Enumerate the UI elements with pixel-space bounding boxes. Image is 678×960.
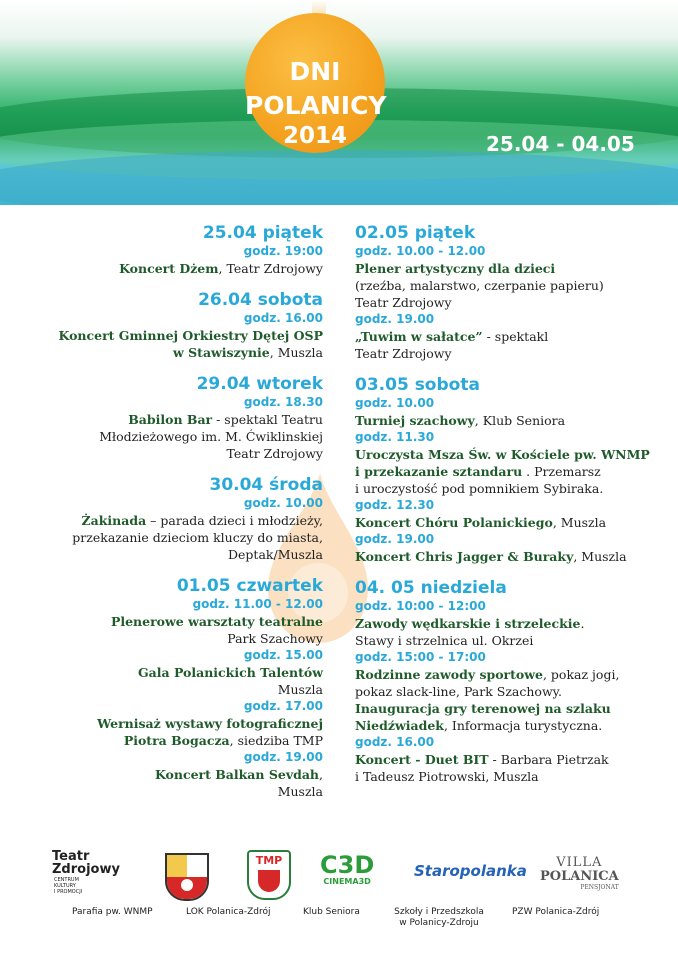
event-detail: , siedziba TMP xyxy=(229,733,323,748)
event-detail: i uroczystość pod pomnikiem Sybiraka. xyxy=(355,481,604,496)
event-line xyxy=(0,411,323,428)
event-line xyxy=(0,783,323,800)
event-name: Wernisaż wystawy fotograficznej xyxy=(97,716,323,731)
event-name: Żakinada xyxy=(81,513,147,528)
event-name: Niedźwiadek xyxy=(355,718,444,733)
event-name: Zawody wędkarskie i strzeleckie xyxy=(355,616,581,631)
day-heading: 25.04 piątek xyxy=(202,223,323,243)
title-line-2: POLANICY xyxy=(245,91,387,120)
partner-label-line: Szkoły i Przedszkola xyxy=(394,907,484,917)
event-detail: Stawy i strzelnica ul. Okrzei xyxy=(355,633,534,648)
event-name: Koncert Chris Jagger & Buraky xyxy=(355,549,574,564)
event-name: Koncert Gminnej Orkiestry Dętej OSP xyxy=(58,328,323,343)
teatr-sub3: I PROMOCJI xyxy=(54,889,83,895)
event-time: godz. 10.00 xyxy=(355,396,435,410)
event-detail: Park Szachowy xyxy=(227,631,323,646)
event-line xyxy=(355,548,675,565)
event-detail: Teatr Zdrojowy xyxy=(226,446,323,461)
event-line xyxy=(0,344,323,361)
event-name: Babilon Bar xyxy=(128,412,213,427)
logo-villa-polanica xyxy=(540,856,619,891)
event-line xyxy=(355,345,675,362)
event-name: Turniej szachowy xyxy=(355,413,475,428)
partner-label-multiline xyxy=(390,907,488,929)
event-detail: pokaz slack-line, Park Szachowy. xyxy=(355,684,563,699)
villa-line2: POLANICA xyxy=(540,869,619,884)
teatr-line1: Teatr xyxy=(52,849,90,864)
event-name: „Tuwim w sałatce” xyxy=(355,329,483,344)
event-name: Koncert Dżem xyxy=(119,261,219,276)
event-detail: Młodzieżowego im. M. Ćwiklinskiej xyxy=(99,429,323,444)
event-detail: - spektakl xyxy=(482,329,549,344)
teatr-sub2: KULTURY xyxy=(54,883,76,889)
event-line xyxy=(0,766,323,783)
event-line xyxy=(355,717,675,734)
event-line xyxy=(355,463,675,480)
event-time: godz. 17.00 xyxy=(243,699,323,713)
partner-label-line: w Polanicy-Zdroju xyxy=(399,918,479,928)
event-line xyxy=(355,277,675,294)
event-name: Koncert - Duet BIT xyxy=(355,752,489,767)
villa-line3: PENSJONAT xyxy=(580,884,619,891)
event-line xyxy=(355,700,675,717)
event-line xyxy=(355,768,675,785)
event-detail: , xyxy=(319,767,323,782)
event-time: godz. 15.00 xyxy=(243,648,323,662)
event-detail: , Muszla xyxy=(269,345,323,360)
event-line xyxy=(0,613,323,630)
day-heading: 29.04 wtorek xyxy=(196,374,323,394)
event-line xyxy=(0,732,323,749)
event-detail: , Muszla xyxy=(552,515,607,530)
event-name: Piotra Bogacza xyxy=(123,733,230,748)
event-time: godz. 12.30 xyxy=(355,498,435,512)
event-line xyxy=(355,615,675,632)
title-line-1: DNI xyxy=(289,57,341,86)
logo-cinema3d xyxy=(320,853,374,886)
event-line xyxy=(0,630,323,647)
cinema-small: CINEMA3D xyxy=(323,877,371,886)
event-line xyxy=(0,546,323,563)
event-detail: , Muszla xyxy=(573,549,627,564)
event-detail: - spektakl Teatru xyxy=(212,412,323,427)
event-name: Plenerowe warsztaty teatralne xyxy=(110,614,323,629)
header-banner xyxy=(0,0,678,205)
partner-label: PZW Polanica-Zdrój xyxy=(512,907,600,917)
day-heading: 01.05 czwartek xyxy=(176,576,323,596)
day-heading: 04. 05 niedziela xyxy=(355,578,507,598)
event-time: godz. 11.00 - 12.00 xyxy=(192,597,323,611)
partner-label: Klub Seniora xyxy=(303,907,360,917)
day-heading: 30.04 środa xyxy=(209,475,323,495)
schedule-right-column xyxy=(355,223,675,785)
schedule-left-column xyxy=(0,223,323,800)
event-time: godz. 19:00 xyxy=(243,244,323,258)
event-line xyxy=(355,260,675,277)
event-name: Gala Polanickich Talentów xyxy=(138,665,323,680)
event-line xyxy=(0,428,323,445)
event-line xyxy=(0,327,323,344)
event-line xyxy=(0,512,323,529)
event-detail: (rzeźba, malarstwo, czerpanie papieru) xyxy=(355,278,604,293)
event-time: godz. 10.00 - 12.00 xyxy=(355,244,486,258)
event-name: Plener artystyczny dla dzieci xyxy=(355,261,556,276)
logo-tmp xyxy=(247,850,291,900)
title-circle xyxy=(245,13,385,153)
event-detail: Muszla xyxy=(277,682,323,697)
event-time: godz. 10.00 xyxy=(243,496,323,510)
event-time: godz. 15:00 - 17:00 xyxy=(355,650,486,664)
event-name: w Stawiszynie xyxy=(173,345,270,360)
title-line-3: 2014 xyxy=(282,123,347,149)
event-line xyxy=(0,681,323,698)
event-line xyxy=(355,632,675,649)
event-detail: , Klub Seniora xyxy=(474,413,566,428)
event-time: godz. 19.00 xyxy=(355,312,435,326)
water-wave xyxy=(0,150,678,205)
teatr-sub1: CENTRUM xyxy=(54,877,79,883)
event-line xyxy=(355,666,675,683)
partner-label: LOK Polanica-Zdrój xyxy=(186,907,271,917)
partner-label: Parafia pw. WNMP xyxy=(72,907,153,917)
event-time: godz. 16.00 xyxy=(243,311,323,325)
event-detail: Muszla xyxy=(277,784,323,799)
event-time: godz. 18.30 xyxy=(243,395,323,409)
event-detail: - Barbara Pietrzak xyxy=(488,752,609,767)
event-name: Inauguracja gry terenowej na szlaku xyxy=(355,701,611,716)
event-line xyxy=(355,683,675,700)
event-line xyxy=(355,514,675,531)
event-line xyxy=(0,664,323,681)
logo-staropolanka: Staropolanka xyxy=(414,862,527,880)
event-time: godz. 11.30 xyxy=(355,430,435,444)
event-line xyxy=(0,715,323,732)
event-name: Koncert Chóru Polanickiego xyxy=(355,515,553,530)
event-detail: , Teatr Zdrojowy xyxy=(218,261,323,276)
event-detail: – parada dzieci i młodzieży, xyxy=(146,513,323,528)
tmp-text: TMP xyxy=(255,854,283,867)
day-heading: 03.05 sobota xyxy=(355,375,480,395)
event-name: Rodzinne zawody sportowe xyxy=(355,667,543,682)
event-line xyxy=(355,294,675,311)
date-range: 25.04 - 04.05 xyxy=(486,132,635,156)
event-line xyxy=(0,260,323,277)
event-time: godz. 19.00 xyxy=(355,532,435,546)
event-detail: , pokaz jogi, xyxy=(542,667,620,682)
event-detail: . Przemarsz xyxy=(522,464,601,479)
tmp-flag-icon xyxy=(258,870,280,892)
villa-line1: VILLA xyxy=(556,855,603,870)
event-line xyxy=(0,445,323,462)
event-line xyxy=(355,480,675,497)
event-time: godz. 19.00 xyxy=(243,750,323,764)
event-line xyxy=(0,529,323,546)
event-line xyxy=(355,446,675,463)
event-name: i przekazanie sztandaru xyxy=(355,464,523,479)
event-detail: i Tadeusz Piotrowski, Muszla xyxy=(355,769,539,784)
event-line xyxy=(355,328,675,345)
event-detail: . xyxy=(580,616,585,631)
logo-teatr-zdrojowy xyxy=(52,850,120,895)
event-name: Uroczysta Msza Św. w Kościele pw. WNMP xyxy=(355,447,650,462)
coat-of-arms-icon xyxy=(165,853,209,901)
day-heading: 26.04 sobota xyxy=(198,290,323,310)
event-detail: Teatr Zdrojowy xyxy=(355,346,452,361)
event-name: Koncert Balkan Sevdah xyxy=(154,767,320,782)
event-time: godz. 10:00 - 12:00 xyxy=(355,599,486,613)
event-detail: przekazanie dzieciom kluczy do miasta, xyxy=(72,530,323,545)
event-detail: , Informacja turystyczna. xyxy=(443,718,603,733)
event-time: godz. 16.00 xyxy=(355,735,435,749)
event-detail: Deptak/Muszla xyxy=(228,547,323,562)
teatr-line2: Zdrojowy xyxy=(52,862,120,877)
day-heading: 02.05 piątek xyxy=(355,223,476,243)
event-line xyxy=(355,751,675,768)
event-detail: Teatr Zdrojowy xyxy=(355,295,452,310)
cinema-big: C3D xyxy=(320,851,375,879)
event-line xyxy=(355,412,675,429)
